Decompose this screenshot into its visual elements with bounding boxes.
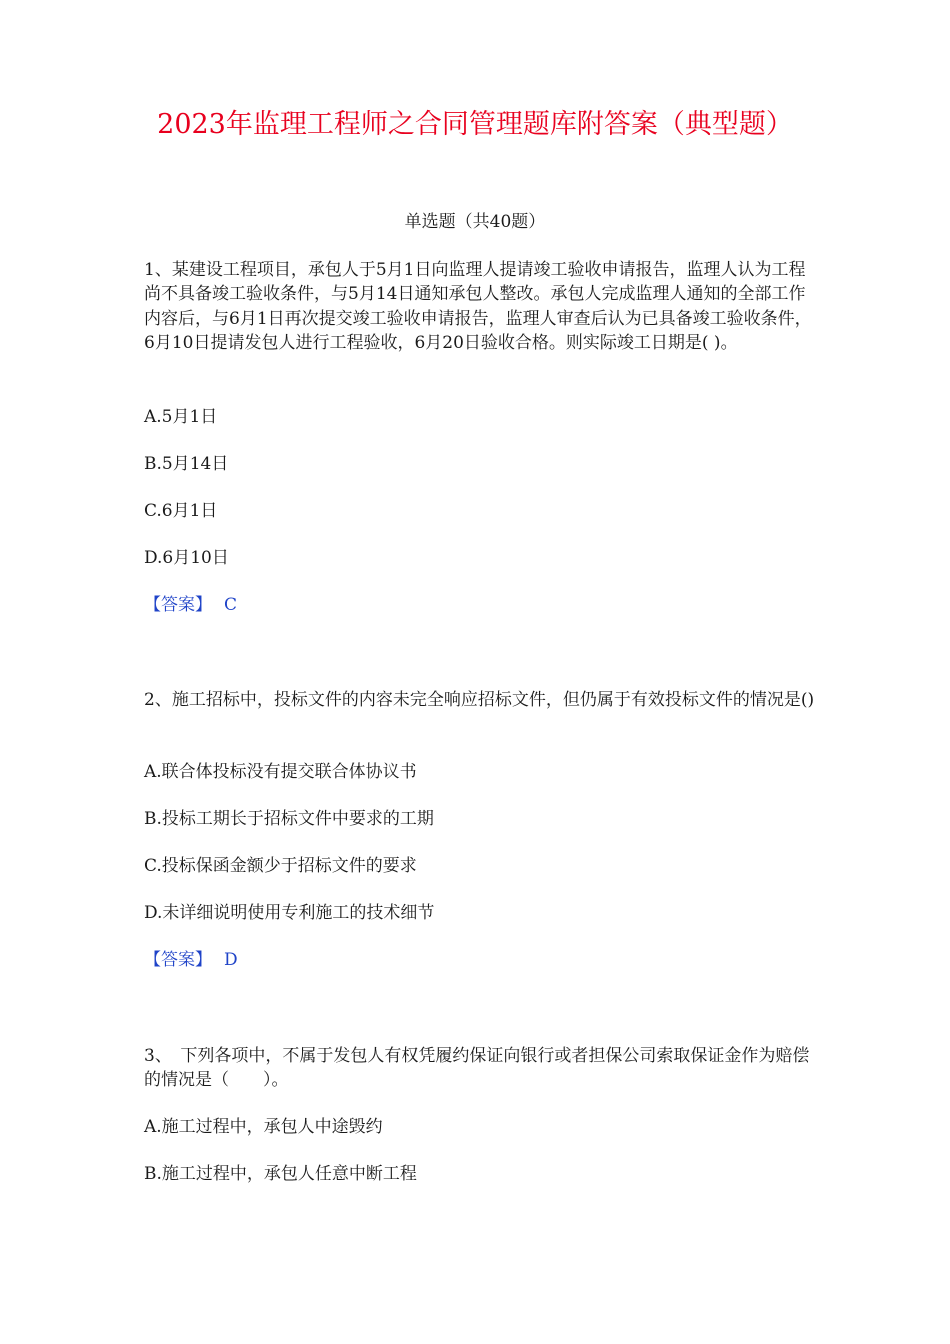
option-d: D.6月10日 (144, 548, 229, 568)
question-text: 2、施工招标中，投标文件的内容未完全响应招标文件，但仍属于有效投标文件的情况是() (144, 690, 815, 710)
answer-line (144, 593, 237, 617)
document-title: 2023年监理工程师之合同管理题库附答案（典型题） (157, 109, 793, 140)
option-b: B.施工过程中，承包人任意中断工程 (144, 1164, 417, 1184)
option-b: B.投标工期长于招标文件中要求的工期 (144, 809, 434, 829)
option-a: A.施工过程中，承包人中途毁约 (144, 1117, 383, 1137)
question-text: 3、 下列各项中，不属于发包人有权凭履约保证向银行或者担保公司索取保证金作为赔偿的情况是（ ）。 (144, 1046, 810, 1091)
option-c: C.6月1日 (144, 501, 218, 521)
answer-value: D (224, 950, 238, 970)
answer-value: C (224, 595, 238, 615)
option-c: C.投标保函金额少于招标文件的要求 (144, 856, 417, 876)
question-text: 1、某建设工程项目，承包人于5月1日向监理人提请竣工验收申请报告，监理人认为工程尚不具备竣工验收条件，与5月14日通知承包人整改。承包人完成监理人通知的全部工作内容后，与6月1日再次提交竣工验收申请报告，监理人审查后认为已具备竣工验收条件，6月10日提请发包人进行工程验收，6月20日验收合格。则实际竣工日期是( )。 (144, 260, 812, 353)
answer-line (144, 948, 238, 972)
option-d: D.未详细说明使用专利施工的技术细节 (144, 903, 435, 923)
answer-label: 【答案】 (144, 950, 212, 970)
option-a: A.联合体投标没有提交联合体协议书 (144, 762, 417, 782)
option-b: B.5月14日 (144, 454, 229, 474)
option-a: A.5月1日 (144, 407, 218, 427)
answer-label: 【答案】 (144, 595, 212, 615)
section-heading: 单选题（共40题） (404, 212, 546, 232)
